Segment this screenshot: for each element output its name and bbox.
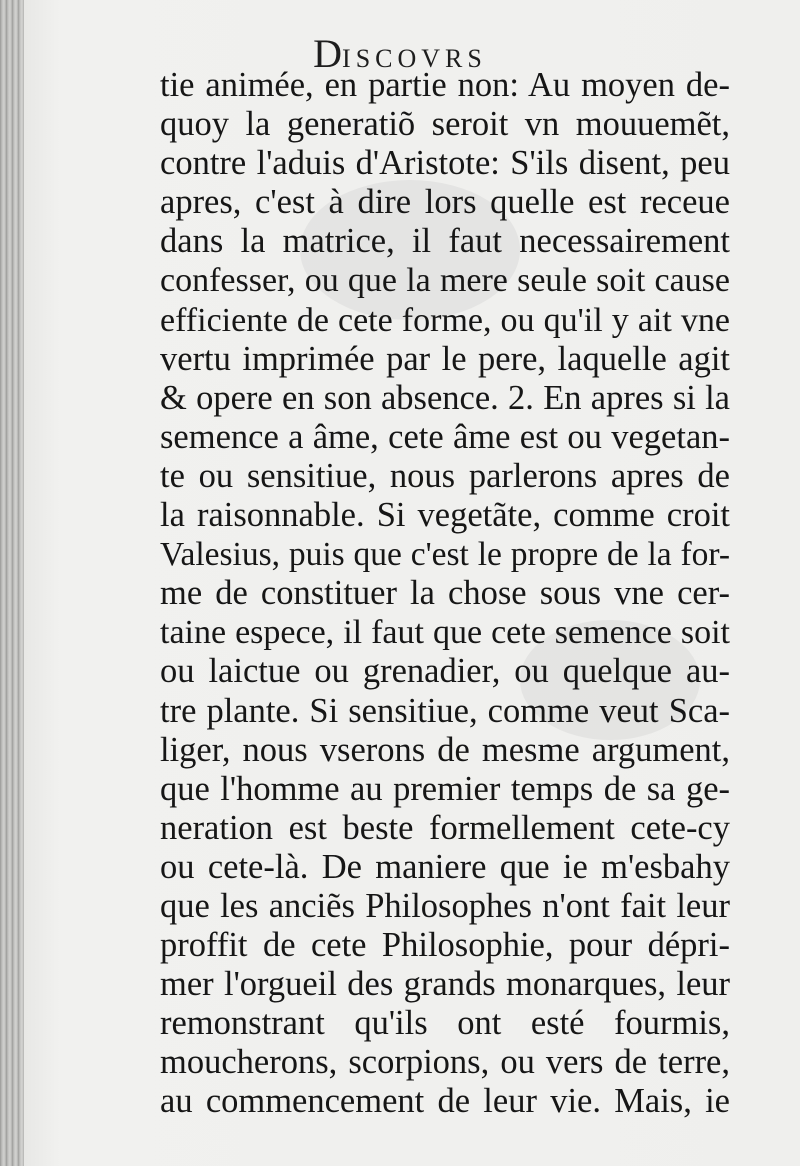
text-line: proffit de cete Philosophie, pour dépri- <box>160 926 730 965</box>
text-line: au commencement de leur vie. Mais, ie <box>160 1082 730 1121</box>
text-line: taine espece, il faut que cete semence soit <box>160 614 730 652</box>
header-initial: D <box>313 31 343 76</box>
text-line: ou laictue ou grenadier, ou quelque au- <box>160 652 730 691</box>
text-line: la raisonnable. Si vegetãte, comme croit <box>160 496 730 535</box>
text-line: efficiente de cete forme, ou qu'il y ait vne <box>160 301 730 339</box>
text-line: mer l'orgueil des grands monarques, leur <box>160 965 730 1004</box>
text-line: contre l'aduis d'Aristote: S'ils disent, peu <box>160 144 730 183</box>
text-line: liger, nous vserons de mesme argument, <box>160 730 730 769</box>
text-line: neration est beste formellement cete-cy <box>160 808 730 847</box>
text-line: semence a âme, cete âme est ou vegetan- <box>160 417 730 456</box>
text-line: apres, c'est à dire lors quelle est receue <box>160 183 730 222</box>
text-line: me de constituer la chose sous vne cer- <box>160 574 730 613</box>
text-line: tie animée, en partie non: Au moyen de- <box>160 66 730 104</box>
text-line: que l'homme au premier temps de sa ge- <box>160 769 730 808</box>
text-line: dans la matrice, il faut necessairement <box>160 222 730 261</box>
text-line: te ou sensitiue, nous parlerons apres de <box>160 456 730 495</box>
text-line: tre plante. Si sensitiue, comme veut Sca- <box>160 691 730 730</box>
text-line: & opere en son absence. 2. En apres si la <box>160 378 730 417</box>
text-line: remonstrant qu'ils ont esté fourmis, <box>160 1004 730 1043</box>
text-line: moucherons, scorpions, ou vers de terre, <box>160 1043 730 1082</box>
text-line: Valesius, puis que c'est le propre de la for- <box>160 536 730 574</box>
page-gutter <box>0 0 24 1166</box>
text-line: confesser, ou que la mere seule soit cause <box>160 262 730 300</box>
text-line: quoy la generatiõ seroit vn mouuemẽt, <box>160 105 730 144</box>
body-text <box>160 66 730 1122</box>
header-rest: ISCOVRS <box>342 44 487 73</box>
text-line: que les anciẽs Philosophes n'ont fait leur <box>160 886 730 925</box>
text-line: vertu imprimée par le pere, laquelle agit <box>160 339 730 378</box>
text-line: ou cete-là. De maniere que ie m'esbahy <box>160 847 730 886</box>
